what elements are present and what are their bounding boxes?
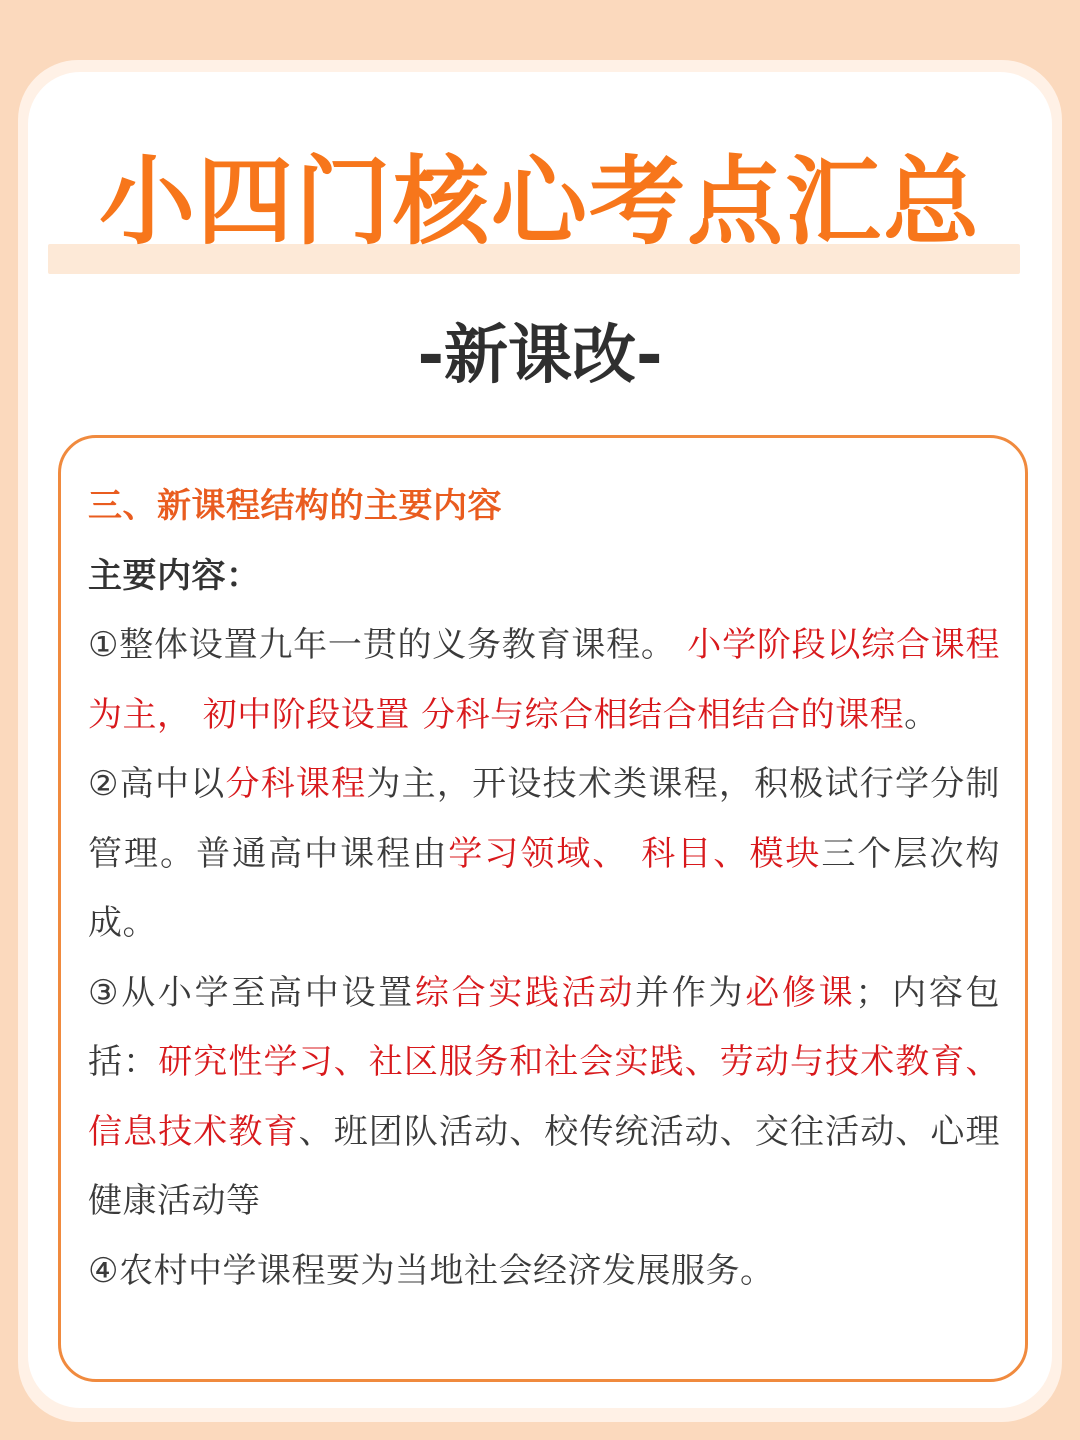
body-text: ①整体设置九年一贯的义务教育课程。 — [88, 625, 676, 665]
body-text: ③从小学至高中设置 — [88, 972, 415, 1013]
content-item — [88, 1237, 1000, 1307]
body-text: 并作为 — [635, 972, 746, 1013]
section-heading: 三、新课程结构的主要内容 — [88, 486, 502, 526]
page-title: 小四门核心考点汇总 — [99, 146, 981, 258]
highlight-text: 研究性学习、社区服务和社会实践、劳动与技术教育、信息技术教育 — [88, 1042, 1001, 1152]
body-text: 为主，开设技术类课程，积极试行学分制管理。普通高中课程由 — [88, 764, 1001, 874]
content-item — [88, 750, 1000, 959]
body-text: 、班团队活动、校传统活动、交往活动、心理健康活动等 — [88, 1111, 1001, 1221]
body-text: 。 — [904, 694, 939, 735]
highlight-text: 必修课 — [745, 972, 856, 1013]
body-text: ；内容包括： — [88, 972, 1001, 1082]
body-text: ②高中以 — [88, 764, 226, 804]
content-item — [88, 959, 1000, 1237]
highlight-text: 小学阶段以综合课程为主， 初中阶段设置 分科与综合相结合相结合的课程 — [88, 625, 1001, 735]
highlight-text: 综合实践活动 — [414, 972, 636, 1013]
highlight-text: 学习领域、 科目、模块 — [448, 833, 822, 874]
highlight-text: 分科课程 — [225, 764, 367, 804]
item-list — [88, 611, 1000, 1306]
page-subtitle: -新课改- — [417, 319, 663, 393]
content-label: 主要内容： — [88, 555, 261, 596]
content-item — [88, 611, 1000, 750]
body-text: 三个层次构成。 — [88, 833, 1001, 943]
content-body — [88, 472, 1000, 1306]
body-text: ④农村中学课程要为当地社会经济发展服务。 — [88, 1250, 775, 1291]
